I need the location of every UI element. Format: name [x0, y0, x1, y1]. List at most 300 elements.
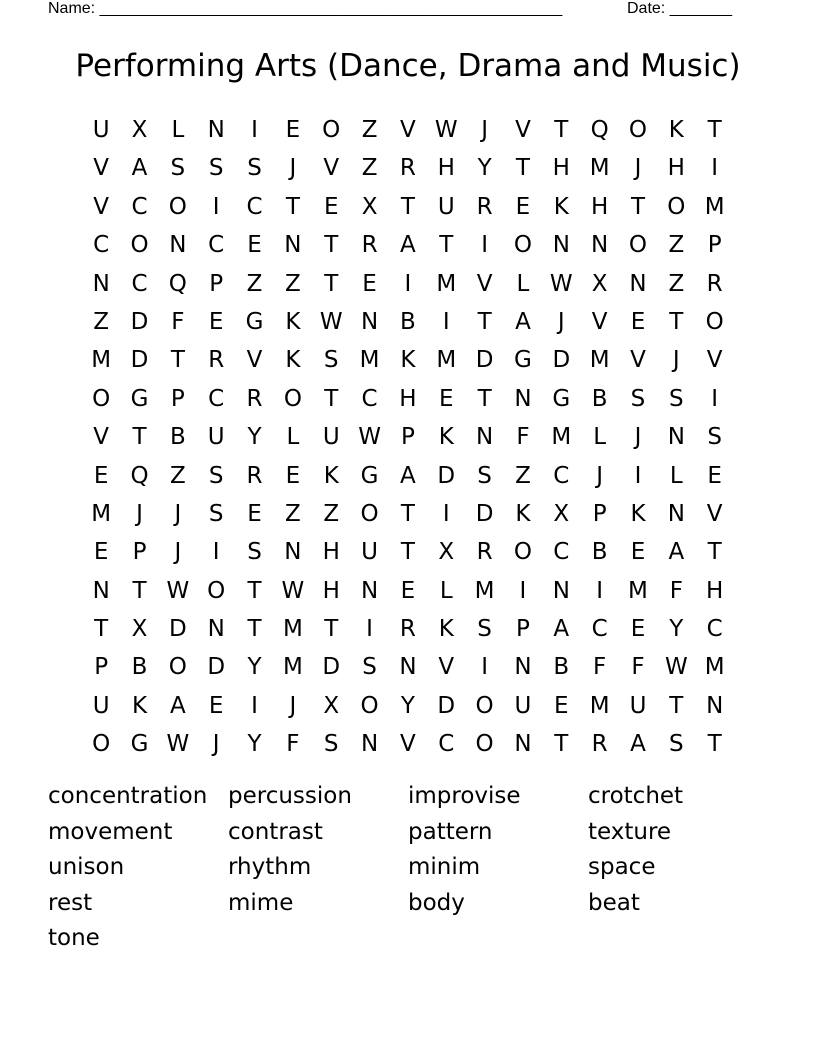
grid-cell: E: [362, 270, 377, 297]
grid-cell: L: [593, 424, 607, 451]
grid-cell: C: [361, 385, 378, 412]
grid-row: [82, 648, 734, 686]
grid-cell: V: [93, 424, 110, 451]
grid-cell: S: [362, 654, 377, 681]
word-list-item: crotchet: [588, 783, 684, 809]
grid-cell: Y: [247, 424, 262, 451]
grid-cell: D: [169, 616, 187, 643]
grid-cell: N: [552, 577, 570, 604]
grid-cell: S: [208, 500, 224, 527]
word-list-item: concentration: [48, 783, 208, 809]
word-list: [48, 779, 768, 957]
grid-cell: C: [438, 731, 455, 758]
grid-cell: O: [168, 654, 187, 681]
grid-cell: T: [132, 424, 147, 451]
grid-cell: D: [437, 462, 456, 489]
grid-cell: S: [669, 385, 684, 412]
grid-cell: F: [286, 731, 300, 758]
grid-cell: V: [630, 347, 646, 374]
grid-cell: H: [437, 155, 455, 182]
grid-cell: V: [93, 193, 110, 220]
grid-cell: F: [171, 308, 185, 335]
grid-cell: N: [591, 232, 609, 259]
grid-cell: Q: [168, 270, 187, 297]
grid-cell: K: [323, 462, 339, 489]
grid-cell: T: [324, 232, 339, 259]
grid-cell: X: [361, 193, 378, 220]
grid-cell: Y: [247, 731, 262, 758]
name-field-label: Name: ____________________________________________________: [48, 0, 563, 17]
grid-cell: D: [475, 347, 494, 374]
grid-cell: N: [207, 117, 225, 143]
grid-cell: I: [251, 117, 258, 143]
grid-cell: T: [324, 270, 339, 297]
word-list-item: improvise: [408, 783, 521, 809]
grid-cell: Z: [285, 270, 301, 297]
grid-cell: U: [514, 692, 532, 719]
grid-cell: B: [400, 308, 416, 335]
grid-cell: S: [707, 424, 722, 451]
grid-cell: E: [438, 385, 454, 412]
grid-cell: N: [92, 270, 110, 297]
grid-cell: U: [629, 692, 647, 719]
grid-cell: O: [130, 232, 149, 259]
grid-cell: I: [711, 155, 719, 182]
grid-cell: P: [94, 654, 109, 681]
grid-cell: Z: [361, 117, 378, 143]
grid-cell: H: [322, 539, 340, 566]
grid-cell: X: [131, 117, 148, 143]
grid-row: [82, 303, 734, 341]
grid-cell: K: [131, 692, 148, 719]
grid-cell: L: [669, 462, 683, 489]
grid-row: [82, 533, 734, 571]
grid-cell: X: [323, 692, 340, 719]
word-list-item: rhythm: [228, 854, 312, 880]
grid-cell: H: [590, 193, 609, 220]
date-field-label: Date: _______: [627, 0, 732, 17]
grid-cell: E: [285, 462, 301, 489]
grid-cell: G: [245, 308, 264, 335]
grid-cell: C: [131, 193, 148, 220]
grid-cell: Z: [169, 462, 186, 489]
grid-cell: H: [322, 577, 340, 604]
grid-cell: U: [92, 117, 110, 143]
word-list-item: contrast: [228, 818, 323, 845]
grid-cell: Z: [246, 270, 263, 297]
grid-cell: T: [247, 577, 262, 604]
grid-cell: C: [553, 462, 570, 489]
grid-cell: O: [168, 193, 187, 220]
grid-cell: N: [207, 616, 225, 643]
grid-cell: N: [399, 654, 417, 681]
grid-cell: T: [439, 232, 454, 259]
grid-cell: L: [286, 424, 300, 451]
grid-cell: T: [247, 616, 262, 643]
grid-cell: P: [400, 424, 415, 451]
word-search-grid: [82, 111, 734, 764]
grid-cell: M: [474, 577, 495, 604]
grid-cell: S: [630, 385, 646, 412]
grid-cell: K: [668, 117, 684, 143]
grid-cell: N: [360, 308, 379, 335]
grid-cell: J: [174, 500, 182, 527]
grid-cell: E: [630, 616, 646, 643]
grid-cell: K: [438, 616, 454, 643]
grid-cell: J: [481, 117, 488, 143]
grid-cell: N: [667, 500, 685, 527]
grid-cell: Y: [400, 692, 415, 719]
grid-cell: M: [91, 347, 112, 374]
grid-cell: T: [400, 193, 415, 220]
grid-cell: R: [706, 270, 723, 297]
grid-cell: J: [557, 308, 565, 335]
grid-cell: O: [705, 308, 724, 335]
grid-cell: G: [130, 385, 149, 412]
grid-cell: J: [672, 347, 680, 374]
grid-cell: N: [667, 424, 685, 451]
grid-cell: R: [399, 155, 416, 182]
grid-cell: T: [515, 155, 530, 182]
grid-row: [82, 111, 734, 149]
grid-cell: X: [438, 539, 455, 566]
grid-cell: I: [404, 270, 412, 297]
grid-cell: T: [554, 731, 569, 758]
grid-cell: R: [476, 539, 493, 566]
grid-cell: T: [132, 577, 147, 604]
grid-cell: Z: [668, 270, 685, 297]
grid-cell: E: [630, 308, 646, 335]
grid-cell: M: [704, 654, 725, 681]
grid-row: [82, 149, 734, 187]
grid-cell: T: [707, 731, 722, 758]
grid-cell: S: [208, 462, 224, 489]
word-list-item: texture: [588, 818, 672, 845]
grid-cell: T: [669, 308, 684, 335]
grid-cell: R: [361, 232, 378, 259]
word-list-item: body: [408, 889, 465, 916]
grid-cell: I: [442, 500, 450, 527]
grid-cell: K: [400, 347, 416, 374]
grid-cell: N: [629, 270, 647, 297]
grid-cell: V: [400, 731, 416, 758]
grid-cell: T: [94, 616, 109, 643]
grid-cell: O: [92, 731, 111, 758]
grid-cell: Y: [669, 616, 684, 643]
grid-cell: B: [169, 424, 186, 451]
grid-cell: F: [631, 654, 645, 681]
grid-cell: O: [513, 232, 532, 259]
grid-cell: M: [436, 270, 457, 297]
grid-cell: I: [634, 462, 642, 489]
grid-cell: N: [706, 692, 724, 719]
grid-cell: V: [476, 270, 493, 297]
grid-cell: A: [668, 539, 685, 566]
grid-cell: D: [437, 692, 456, 719]
grid-cell: T: [707, 539, 722, 566]
grid-cell: P: [132, 539, 147, 566]
grid-cell: K: [285, 347, 301, 374]
grid-cell: L: [516, 270, 530, 297]
grid-cell: U: [361, 539, 378, 566]
grid-cell: O: [628, 232, 648, 259]
grid-cell: I: [442, 308, 450, 335]
grid-cell: O: [475, 692, 494, 719]
grid-cell: P: [592, 500, 607, 527]
grid-cell: R: [246, 462, 263, 489]
grid-cell: K: [438, 424, 454, 451]
grid-cell: J: [634, 424, 642, 451]
grid-cell: T: [707, 117, 722, 143]
grid-cell: T: [477, 385, 492, 412]
grid-cell: E: [93, 539, 109, 566]
grid-cell: N: [360, 577, 379, 604]
grid-cell: E: [554, 692, 569, 719]
grid-cell: P: [170, 385, 185, 412]
grid-cell: V: [400, 117, 416, 143]
grid-cell: M: [589, 692, 610, 719]
grid-cell: X: [553, 500, 570, 527]
grid-cell: S: [323, 347, 339, 374]
grid-cell: X: [131, 616, 148, 643]
grid-cell: N: [514, 385, 532, 412]
grid-cell: O: [207, 577, 226, 604]
grid-cell: M: [359, 347, 380, 374]
grid-cell: J: [174, 539, 182, 566]
grid-cell: Z: [515, 462, 531, 489]
grid-cell: M: [704, 193, 725, 220]
grid-cell: I: [481, 654, 488, 681]
grid-cell: V: [246, 347, 263, 374]
grid-cell: E: [323, 193, 339, 220]
grid-cell: X: [591, 270, 608, 297]
grid-cell: M: [282, 654, 303, 681]
grid-cell: I: [711, 385, 719, 412]
word-list-item: mime: [228, 889, 294, 916]
grid-cell: J: [136, 500, 143, 527]
grid-cell: Y: [477, 155, 492, 182]
grid-cell: D: [475, 500, 494, 527]
grid-cell: R: [399, 616, 416, 643]
grid-cell: E: [208, 692, 224, 719]
grid-cell: T: [477, 308, 492, 335]
word-list-item: beat: [588, 889, 640, 916]
grid-row: [82, 572, 734, 610]
grid-cell: C: [93, 232, 110, 259]
grid-cell: E: [247, 500, 262, 527]
grid-cell: A: [131, 155, 148, 182]
grid-cell: N: [514, 654, 532, 681]
grid-cell: P: [209, 270, 224, 297]
grid-cell: C: [706, 616, 723, 643]
grid-row: [82, 380, 734, 418]
grid-cell: M: [91, 500, 112, 527]
grid-row: [82, 687, 734, 725]
grid-cell: H: [552, 155, 570, 182]
grid-cell: N: [552, 232, 570, 259]
grid-cell: C: [591, 616, 608, 643]
grid-cell: E: [208, 308, 224, 335]
grid-cell: J: [289, 692, 297, 719]
grid-cell: I: [212, 193, 220, 220]
grid-cell: T: [285, 193, 300, 220]
grid-cell: O: [475, 731, 494, 758]
grid-row: [82, 418, 734, 456]
grid-row: [82, 341, 734, 379]
grid-cell: R: [208, 347, 225, 374]
grid-cell: C: [208, 385, 225, 412]
grid-cell: P: [707, 232, 722, 259]
grid-cell: E: [515, 193, 531, 220]
grid-row: [82, 495, 734, 533]
grid-cell: Z: [285, 500, 301, 527]
grid-cell: O: [667, 193, 686, 220]
word-list-item: unison: [48, 854, 125, 880]
grid-cell: W: [358, 424, 381, 451]
grid-cell: N: [284, 232, 302, 259]
grid-cell: D: [130, 347, 149, 374]
grid-cell: E: [285, 117, 301, 143]
grid-cell: D: [130, 308, 149, 335]
grid-cell: B: [553, 654, 570, 681]
grid-cell: O: [92, 385, 111, 412]
grid-cell: R: [476, 193, 493, 220]
grid-cell: N: [360, 731, 379, 758]
grid-row: [82, 725, 734, 763]
grid-cell: U: [92, 692, 110, 719]
grid-cell: O: [322, 117, 341, 143]
grid-cell: E: [707, 462, 722, 489]
grid-cell: U: [207, 424, 225, 451]
grid-row: [82, 226, 734, 264]
grid-cell: F: [516, 424, 530, 451]
grid-cell: S: [477, 616, 492, 643]
grid-cell: A: [400, 462, 416, 489]
grid-cell: A: [630, 731, 646, 758]
grid-cell: P: [516, 616, 530, 643]
grid-cell: T: [324, 616, 339, 643]
grid-cell: A: [515, 308, 531, 335]
grid-cell: T: [324, 385, 339, 412]
grid-cell: V: [93, 155, 110, 182]
grid-cell: N: [476, 424, 494, 451]
grid-cell: G: [360, 462, 379, 489]
grid-cell: M: [628, 577, 648, 604]
grid-cell: I: [212, 539, 220, 566]
grid-cell: L: [439, 577, 453, 604]
word-list-item: rest: [48, 889, 93, 916]
grid-cell: E: [630, 539, 646, 566]
grid-cell: O: [628, 117, 648, 143]
grid-cell: D: [552, 347, 571, 374]
grid-cell: V: [591, 308, 608, 335]
page-title: Performing Arts (Dance, Drama and Music): [75, 48, 741, 84]
grid-cell: M: [589, 347, 610, 374]
grid-cell: W: [549, 270, 573, 297]
grid-cell: E: [93, 462, 109, 489]
word-list-item: percussion: [228, 783, 352, 809]
grid-cell: S: [477, 462, 492, 489]
grid-cell: S: [323, 731, 339, 758]
grid-cell: T: [400, 539, 415, 566]
grid-cell: H: [399, 385, 417, 412]
grid-cell: V: [323, 155, 340, 182]
grid-cell: T: [170, 347, 185, 374]
grid-cell: M: [436, 347, 457, 374]
grid-cell: C: [553, 539, 570, 566]
grid-cell: H: [667, 155, 685, 182]
grid-cell: V: [706, 347, 723, 374]
grid-cell: N: [284, 539, 302, 566]
grid-cell: I: [519, 577, 527, 604]
grid-cell: I: [481, 232, 488, 259]
grid-cell: O: [360, 692, 379, 719]
grid-cell: Y: [247, 654, 262, 681]
grid-cell: A: [553, 616, 570, 643]
grid-cell: S: [247, 155, 262, 182]
grid-cell: G: [130, 731, 149, 758]
grid-cell: E: [247, 232, 262, 259]
word-list-item: space: [588, 854, 656, 880]
grid-cell: N: [514, 731, 532, 758]
grid-cell: T: [669, 692, 684, 719]
grid-cell: K: [285, 308, 301, 335]
grid-cell: G: [552, 385, 571, 412]
grid-cell: V: [706, 500, 723, 527]
grid-cell: C: [246, 193, 263, 220]
grid-cell: J: [634, 155, 642, 182]
grid-cell: C: [208, 232, 225, 259]
grid-cell: D: [322, 654, 341, 681]
grid-cell: F: [669, 577, 683, 604]
grid-cell: I: [251, 692, 258, 719]
grid-cell: B: [131, 654, 148, 681]
grid-cell: A: [400, 232, 416, 259]
grid-cell: Z: [668, 232, 685, 259]
grid-cell: W: [166, 731, 190, 758]
grid-cell: T: [400, 500, 415, 527]
grid-cell: T: [554, 117, 569, 143]
grid-row: [82, 610, 734, 648]
grid-cell: W: [664, 654, 688, 681]
grid-cell: Q: [130, 462, 149, 489]
grid-cell: H: [706, 577, 724, 604]
grid-cell: C: [131, 270, 148, 297]
grid-cell: E: [400, 577, 416, 604]
grid-cell: R: [246, 385, 263, 412]
grid-cell: N: [92, 577, 110, 604]
grid-cell: M: [551, 424, 572, 451]
grid-cell: W: [319, 308, 343, 335]
grid-cell: S: [669, 731, 684, 758]
grid-cell: R: [591, 731, 608, 758]
grid-cell: S: [208, 155, 224, 182]
grid-row: [82, 457, 734, 495]
word-list-item: pattern: [408, 818, 493, 845]
grid-cell: S: [170, 155, 186, 182]
grid-cell: K: [630, 500, 646, 527]
grid-cell: N: [169, 232, 187, 259]
word-list-item: tone: [48, 925, 100, 951]
grid-cell: Z: [93, 308, 110, 335]
grid-cell: M: [282, 616, 303, 643]
grid-cell: J: [289, 155, 297, 182]
grid-cell: L: [171, 117, 185, 143]
grid-cell: B: [591, 539, 608, 566]
grid-cell: F: [593, 654, 607, 681]
grid-cell: A: [169, 692, 186, 719]
grid-cell: V: [438, 654, 455, 681]
